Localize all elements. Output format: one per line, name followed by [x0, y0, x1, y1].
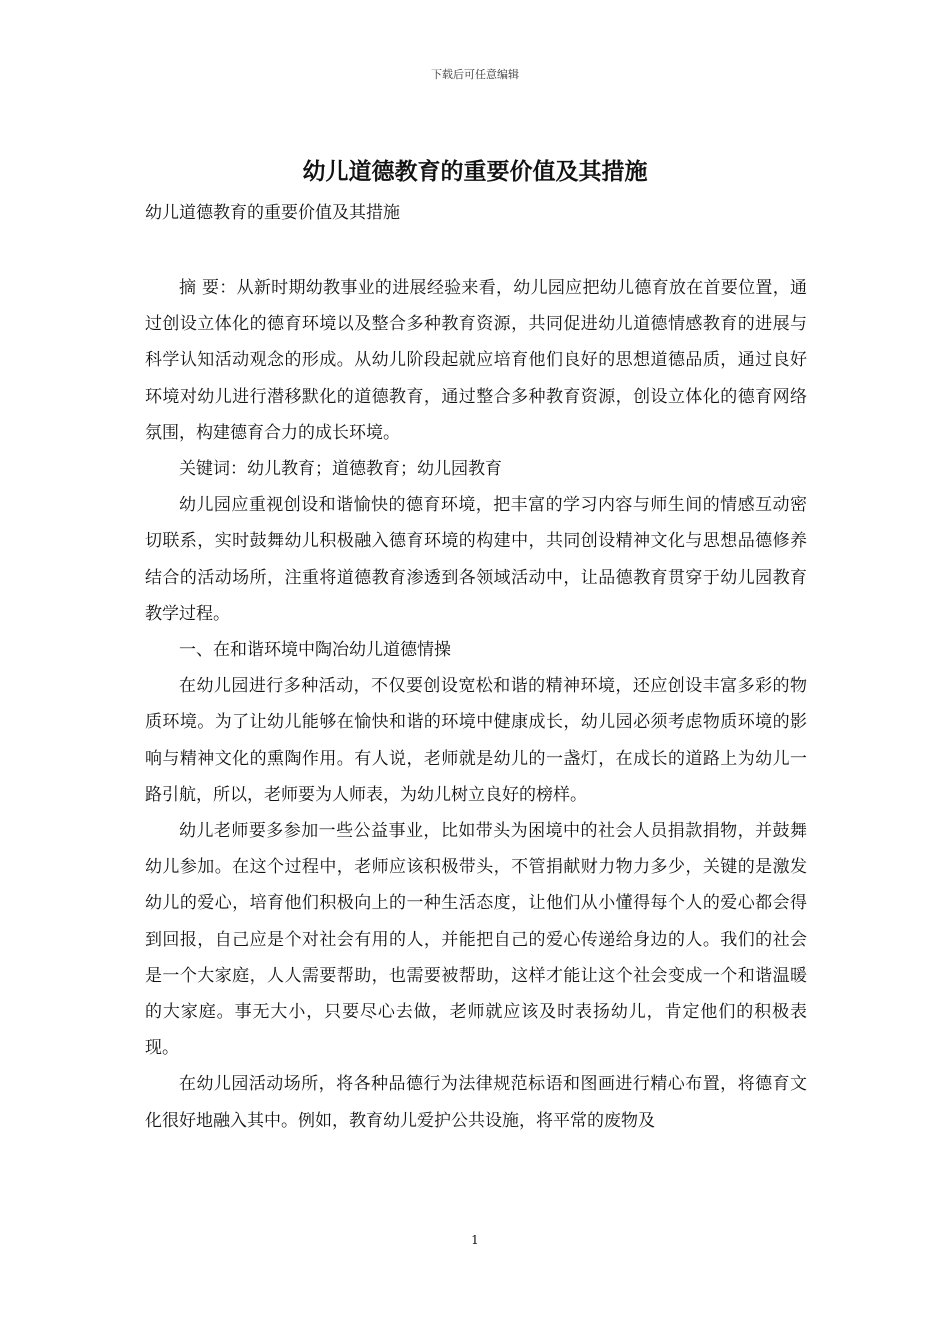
section-heading: 一、在和谐环境中陶冶幼儿道德情操 [179, 640, 451, 661]
page-number: 1 [471, 1233, 479, 1247]
document-body [145, 270, 807, 1139]
body-paragraph: 幼儿老师要多参加一些公益事业，比如带头为困境中的社会人员捐款捐物，并鼓舞幼儿参加。在这个过程中，老师应该积极带头，不管捐献财力物力多少，关键的是激发幼儿的爱心，培育他们积极向上的一种生活态度，让他们从小懂得每个人的爱心都会得到回报，自己应是个对社会有用的人，并能把自己的爱心传递给身边的人。我们的社会是一个大家庭，人人需要帮助，也需要被帮助，这样才能让这个社会变成一个和谐温暖的大家庭。事无大小，只要尽心去做，老师就应该及时表扬幼儿，肯定他们的积极表现。 [145, 821, 807, 1059]
document-subtitle: 幼儿道德教育的重要价值及其措施 [145, 203, 400, 223]
body-paragraph: 在幼儿园进行多种活动，不仅要创设宽松和谐的精神环境，还应创设丰富多彩的物质环境。为了让幼儿能够在愉快和谐的环境中健康成长，幼儿园必须考虑物质环境的影响与精神文化的熏陶作用。有人说，老师就是幼儿的一盏灯，在成长的道路上为幼儿一路引航，所以，老师要为人师表，为幼儿树立良好的榜样。 [145, 676, 807, 805]
body-paragraph: 在幼儿园活动场所，将各种品德行为法律规范标语和图画进行精心布置，将德育文化很好地融入其中。例如，教育幼儿爱护公共设施，将平常的废物及 [145, 1074, 807, 1131]
document-title: 幼儿道德教育的重要价值及其措施 [302, 158, 648, 185]
keywords-line: 关键词：幼儿教育；道德教育；幼儿园教育 [179, 459, 502, 480]
body-paragraph: 幼儿园应重视创设和谐愉快的德育环境，把丰富的学习内容与师生间的情感互动密切联系，实时鼓舞幼儿积极融入德育环境的构建中，共同创设精神文化与思想品德修养结合的活动场所，注重将道德教育渗透到各领域活动中，让品德教育贯穿于幼儿园教育教学过程。 [145, 495, 807, 624]
abstract-paragraph: 摘 要：从新时期幼教事业的进展经验来看，幼儿园应把幼儿德育放在首要位置，通过创设立体化的德育环境以及整合多种教育资源，共同促进幼儿道德情感教育的进展与科学认知活动观念的形成。从幼儿阶段起就应培育他们良好的思想道德品质，通过良好环境对幼儿进行潜移默化的道德教育，通过整合多种教育资源，创设立体化的德育网络氛围，构建德育合力的成长环境。 [145, 278, 807, 443]
header-note: 下载后可任意编辑 [431, 68, 519, 81]
